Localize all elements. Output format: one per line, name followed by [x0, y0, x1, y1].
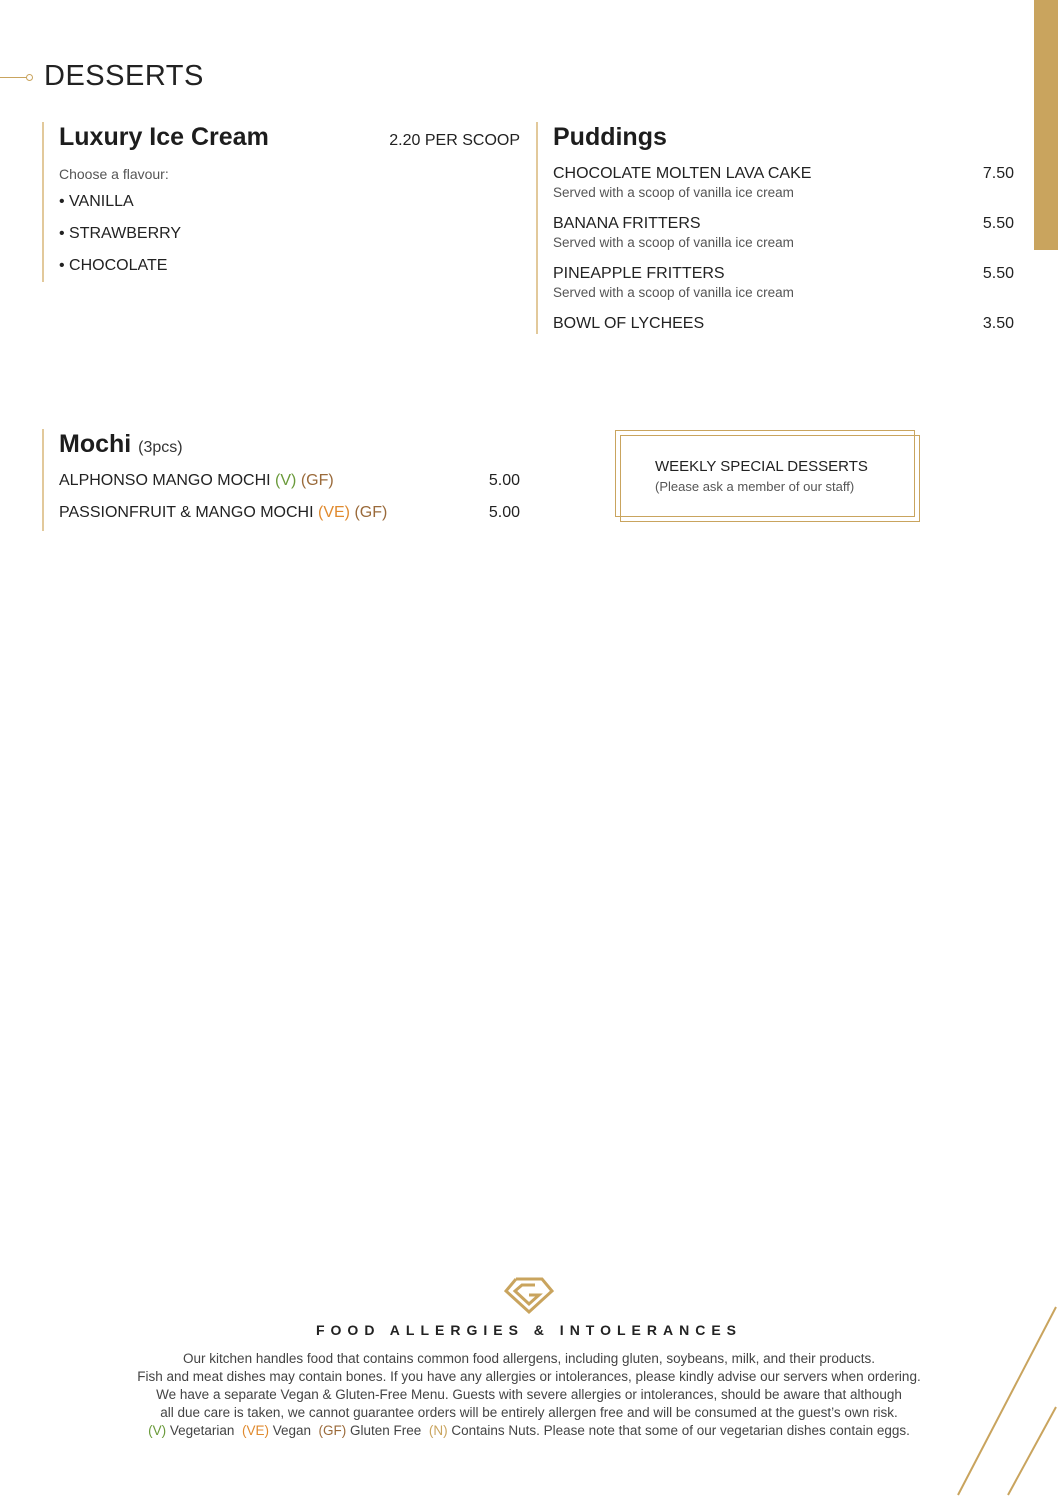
puddings-section: [536, 122, 1014, 334]
menu-item: [59, 471, 520, 503]
ice-cream-price: 2.20 PER SCOOP: [389, 132, 520, 149]
mochi-list: [59, 471, 520, 535]
puddings-list: [553, 164, 1014, 364]
weekly-special-box: [615, 430, 915, 517]
menu-item: [553, 214, 1014, 264]
item-description: Served with a scoop of vanilla ice cream: [553, 185, 794, 200]
page-title: DESSERTS: [44, 60, 204, 92]
flavour-item: • STRAWBERRY: [59, 225, 182, 242]
gluten-free-tag: (GF): [354, 504, 388, 521]
item-name: PINEAPPLE FRITTERS: [553, 265, 725, 282]
item-name: [59, 471, 520, 491]
legend-nuts-tag: (N): [428, 1423, 448, 1438]
flavour-list: [59, 192, 520, 288]
special-subtitle: (Please ask a member of our staff): [655, 479, 855, 494]
flavour-item: • VANILLA: [59, 193, 134, 210]
legend-gluten-free-label: Gluten Free: [346, 1423, 422, 1438]
item-price: 5.00: [488, 504, 520, 521]
vegetarian-tag: (V): [275, 472, 297, 489]
allergy-line: Our kitchen handles food that contains common food allergens, including gluten, soybeans, milk, and their products.: [183, 1351, 875, 1366]
menu-item: [553, 264, 1014, 314]
legend-vegetarian-tag: (V): [148, 1423, 167, 1438]
item-description: Served with a scoop of vanilla ice cream: [553, 285, 794, 300]
puddings-title: Puddings: [553, 123, 667, 151]
allergy-line: We have a separate Vegan & Gluten-Free Menu. Guests with severe allergies or intolerances, should be aware that although: [156, 1387, 902, 1402]
mochi-title: [59, 429, 520, 463]
mochi-section: [42, 429, 520, 531]
item-name: [59, 503, 520, 523]
item-name-text: PASSIONFRUIT & MANGO MOCHI: [59, 504, 314, 521]
menu-item: [553, 314, 1014, 364]
flavour-hint: Choose a flavour:: [59, 166, 169, 182]
allergy-heading: FOOD ALLERGIES & INTOLERANCES: [315, 1322, 742, 1338]
item-name: BANANA FRITTERS: [553, 215, 701, 232]
mochi-title-text: Mochi: [59, 430, 132, 458]
restaurant-logo-icon: [502, 1275, 556, 1315]
item-name: BOWL OF LYCHEES: [553, 315, 705, 332]
gold-edge-tab: [1034, 0, 1058, 250]
legend-gluten-free-tag: (GF): [318, 1423, 347, 1438]
gluten-free-tag: (GF): [300, 472, 334, 489]
header-accent-line: [0, 77, 28, 78]
legend-vegetarian-label: Vegetarian: [166, 1423, 235, 1438]
mochi-note: (3pcs): [138, 439, 183, 456]
menu-item: [59, 503, 520, 535]
item-price: 5.50: [982, 265, 1014, 282]
menu-item: [553, 164, 1014, 214]
item-description: Served with a scoop of vanilla ice cream: [553, 235, 794, 250]
allergy-notice: [79, 1350, 979, 1440]
allergy-line: all due care is taken, we cannot guarantee orders will be entirely allergen free and will be consumed at the guest’s own risk.: [160, 1405, 898, 1420]
dietary-legend: [79, 1422, 979, 1440]
item-name: CHOCOLATE MOLTEN LAVA CAKE: [553, 165, 812, 182]
legend-vegan-tag: (VE): [241, 1423, 269, 1438]
flavour-item: • CHOCOLATE: [59, 257, 168, 274]
item-price: 5.50: [982, 215, 1014, 232]
ice-cream-title: Luxury Ice Cream: [59, 123, 269, 151]
item-price: 3.50: [982, 315, 1014, 332]
header-accent-dot: [26, 74, 33, 81]
allergy-line: Fish and meat dishes may contain bones. If you have any allergies or intolerances, please kindly advise our servers when ordering.: [137, 1369, 921, 1384]
special-title: WEEKLY SPECIAL DESSERTS: [655, 458, 868, 475]
item-price: 5.00: [488, 472, 520, 489]
item-price: 7.50: [982, 165, 1014, 182]
legend-vegan-label: Vegan: [268, 1423, 311, 1438]
legend-nuts-label: Contains Nuts. Please note that some of our vegetarian dishes contain eggs.: [447, 1423, 910, 1438]
item-name-text: ALPHONSO MANGO MOCHI: [59, 472, 271, 489]
vegan-tag: (VE): [318, 504, 350, 521]
ice-cream-section: [42, 122, 520, 282]
